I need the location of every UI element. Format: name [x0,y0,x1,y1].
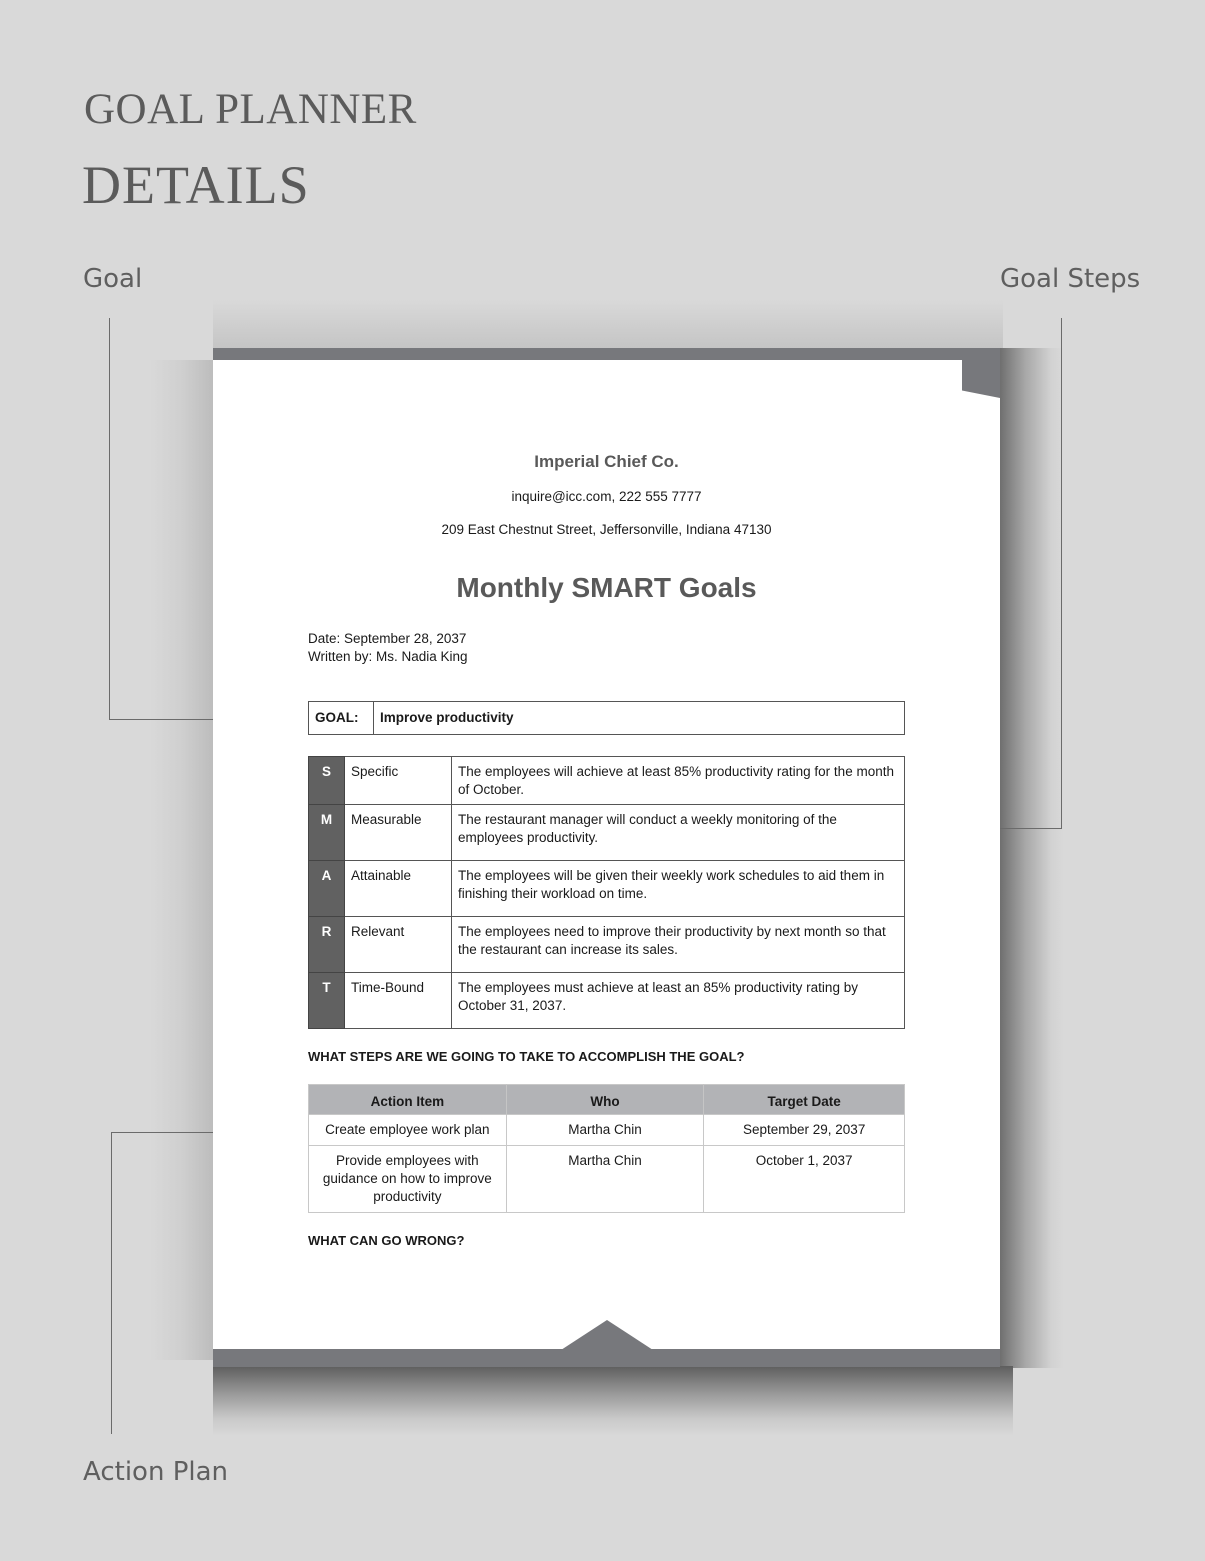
smart-description: The employees need to improve their productivity by next month so that the restaurant can increase its sales. [452,917,905,973]
callout-goal-steps-label: Goal Steps [1000,264,1141,294]
smart-description: The restaurant manager will conduct a weekly monitoring of the employees productivity. [452,805,905,861]
who-cell: Martha Chin [506,1115,704,1146]
document-meta [308,630,468,666]
page-shadow-left [150,360,214,1360]
table-row [309,1115,905,1146]
hero-title: GOAL PLANNER [84,86,417,133]
smart-letter: R [309,917,345,973]
smart-row-specific [309,757,905,805]
smart-letter: S [309,757,345,805]
goal-value: Improve productivity [380,710,514,725]
wrong-heading: WHAT CAN GO WRONG? [308,1233,465,1248]
smart-row-time-bound [309,973,905,1029]
smart-letter: M [309,805,345,861]
steps-heading: WHAT STEPS ARE WE GOING TO TAKE TO ACCOMPLISH THE GOAL? [308,1049,745,1064]
document-page [213,348,1000,1367]
who-cell: Martha Chin [506,1146,704,1213]
top-band [213,348,1000,360]
smart-letter: A [309,861,345,917]
author-line: Written by: Ms. Nadia King [308,649,468,664]
smart-name: Specific [345,757,452,805]
smart-name: Relevant [345,917,452,973]
page-shadow-right [1000,348,1064,1368]
goal-box [308,701,905,735]
header-who: Who [506,1085,704,1115]
action-table [308,1084,905,1213]
target-date-cell: October 1, 2037 [704,1146,905,1213]
action-table-header [309,1085,905,1115]
date-line: Date: September 28, 2037 [308,631,467,646]
page-shadow-bottom [213,1366,1013,1436]
bottom-notch [561,1320,653,1350]
smart-row-measurable [309,805,905,861]
callout-goal-steps-line-vertical [1061,318,1062,829]
corner-tab [962,348,1000,398]
smart-name: Measurable [345,805,452,861]
smart-name: Attainable [345,861,452,917]
callout-goal-label: Goal [83,264,143,294]
callout-action-plan-line-vertical [111,1132,112,1434]
document-title: Monthly SMART Goals [456,572,757,603]
smart-description: The employees will achieve at least 85% productivity rating for the month of October. [452,757,905,805]
target-date-cell: September 29, 2037 [704,1115,905,1146]
smart-row-attainable [309,861,905,917]
header-action-item: Action Item [309,1085,507,1115]
bottom-band [213,1349,1000,1367]
goal-label: GOAL: [309,702,374,734]
smart-letter: T [309,973,345,1029]
hero-subtitle: DETAILS [82,155,310,215]
smart-description: The employees must achieve at least an 85% productivity rating by October 31, 2037. [452,973,905,1029]
smart-name: Time-Bound [345,973,452,1029]
callout-goal-line-vertical [109,318,110,720]
callout-action-plan-label: Action Plan [83,1457,229,1487]
action-item-cell: Create employee work plan [309,1115,507,1146]
company-contact: inquire@icc.com, 222 555 7777 [511,489,702,504]
action-item-cell: Provide employees with guidance on how to improve productivity [309,1146,507,1213]
company-address: 209 East Chestnut Street, Jeffersonville, Indiana 47130 [441,522,772,537]
header-target-date: Target Date [704,1085,905,1115]
smart-description: The employees will be given their weekly work schedules to aid them in finishing their workload on time. [452,861,905,917]
smart-row-relevant [309,917,905,973]
company-name: Imperial Chief Co. [534,452,679,471]
page-shadow-top [213,300,1003,350]
table-row [309,1146,905,1213]
smart-table [308,756,905,1029]
